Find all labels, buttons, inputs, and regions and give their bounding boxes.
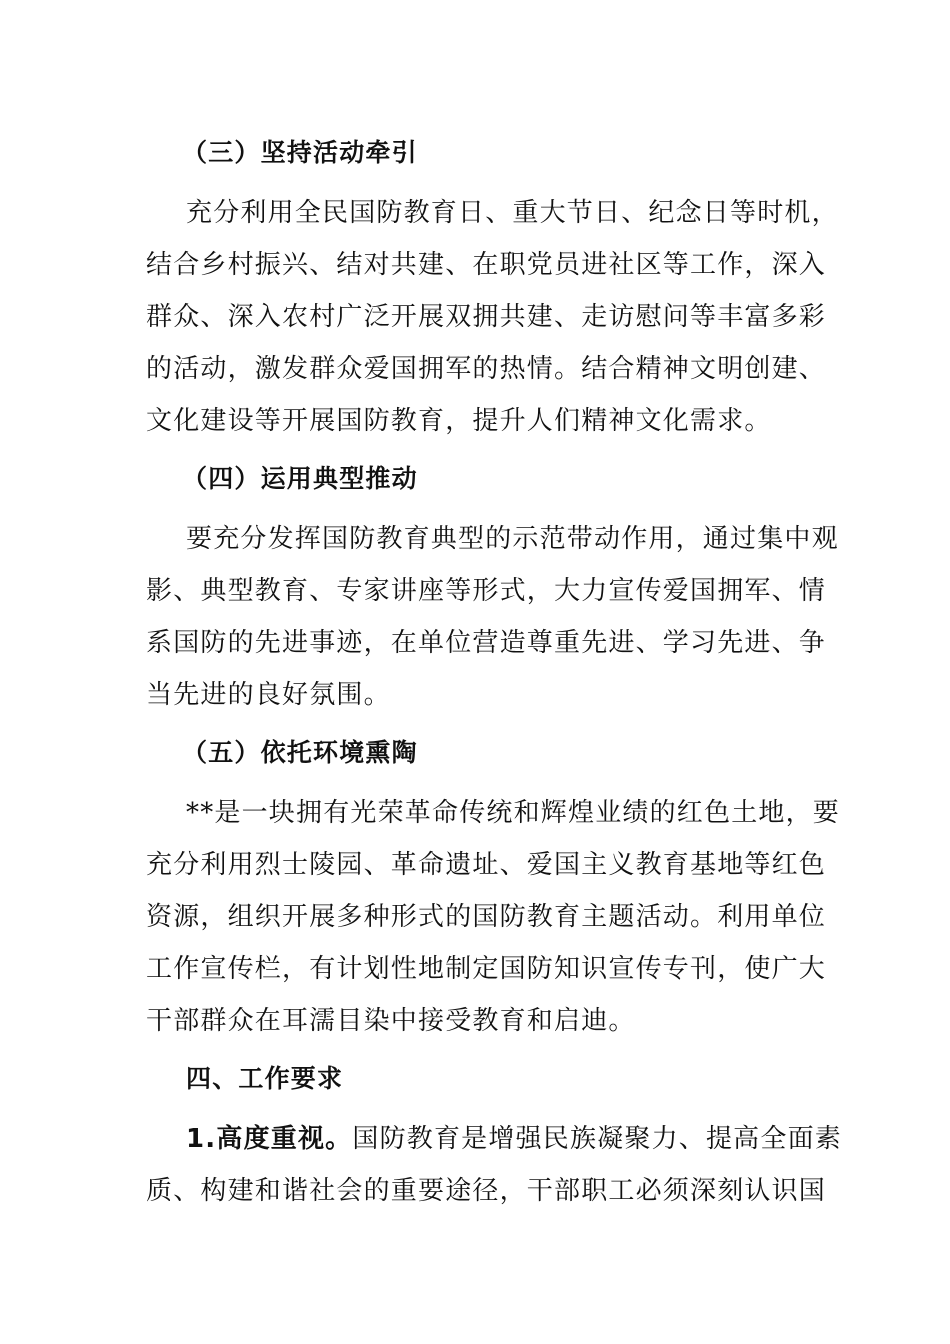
paragraph-line: 质、构建和谐社会的重要途径，干部职工必须深刻认识国 [146, 1176, 827, 1206]
lead-bold-text: 1.高度重视。 [186, 1124, 353, 1154]
paragraph-line: 文化建设等开展国防教育，提升人们精神文化需求。 [146, 406, 772, 436]
paragraph-text: 国防教育是增强民族凝聚力、提高全面素 [352, 1124, 842, 1154]
paragraph-line: 影、典型教育、专家讲座等形式，大力宣传爱国拥军、情 [146, 576, 827, 606]
paragraph-line: 当先进的良好氛围。 [146, 680, 391, 710]
paragraph-line: 的活动，激发群众爱国拥军的热情。结合精神文明创建、 [146, 354, 827, 384]
paragraph-line: 系国防的先进事迹，在单位营造尊重先进、学习先进、争 [146, 628, 827, 658]
section-heading: （四）运用典型推动 [182, 464, 418, 493]
section-heading: （三）坚持活动牵引 [182, 138, 418, 167]
paragraph-line: 工作宣传栏，有计划性地制定国防知识宣传专刊，使广大 [146, 954, 827, 984]
paragraph-line: 群众、深入农村广泛开展双拥共建、走访慰问等丰富多彩 [146, 302, 827, 332]
section-heading: 四、工作要求 [186, 1064, 344, 1093]
paragraph-line: 资源，组织开展多种形式的国防教育主题活动。利用单位 [146, 902, 827, 932]
paragraph-line: 要充分发挥国防教育典型的示范带动作用，通过集中观 [186, 524, 839, 554]
paragraph-line [186, 1121, 842, 1157]
paragraph-line: **是一块拥有光荣革命传统和辉煌业绩的红色土地，要 [186, 798, 841, 828]
paragraph-line: 充分利用全民国防教育日、重大节日、纪念日等时机， [186, 198, 839, 228]
paragraph-line: 干部群众在耳濡目染中接受教育和启迪。 [146, 1006, 636, 1036]
paragraph-line: 结合乡村振兴、结对共建、在职党员进社区等工作，深入 [146, 250, 827, 280]
paragraph-line: 充分利用烈士陵园、革命遗址、爱国主义教育基地等红色 [146, 850, 827, 880]
section-heading: （五）依托环境熏陶 [182, 738, 418, 767]
